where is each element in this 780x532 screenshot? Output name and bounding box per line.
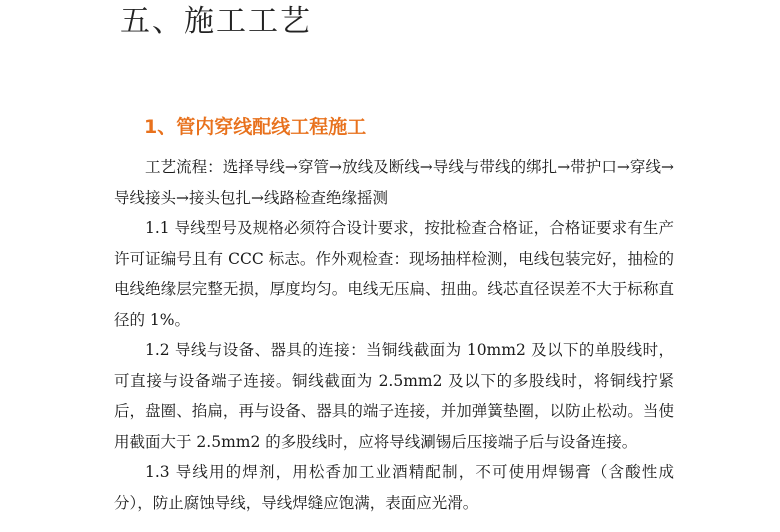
subsection-heading: 1、管内穿线配线工程施工 xyxy=(144,116,367,138)
section-heading: 五、施工工艺 xyxy=(120,4,312,39)
paragraph-1-3: 1.3 导线用的焊剂，用松香加工业酒精配制，不可使用焊锡膏（含酸性成分），防止腐蚀导线，导线焊缝应饱满，表面应光滑。 xyxy=(114,463,674,512)
paragraph-process-flow: 工艺流程：选择导线→穿管→放线及断线→导线与带线的绑扎→带护口→穿线→导线接头→接头包扎→线路检查绝缘摇测 xyxy=(114,158,674,207)
body-text xyxy=(114,152,674,518)
paragraph-1-1: 1.1 导线型号及规格必须符合设计要求，按批检查合格证，合格证要求有生产许可证编号且有 CCC 标志。作外观检查：现场抽样检测，电线包装完好，抽检的电线绝缘层完整无损，厚度均匀。电线无压扁、扭曲。线芯直径误差不大于标称直径的 1%。 xyxy=(114,219,674,329)
paragraph-1-2: 1.2 导线与设备、器具的连接：当铜线截面为 10mm2 及以下的单股线时，可直接与设备端子连接。铜线截面为 2.5mm2 及以下的多股线时，将铜线拧紧后，盘圈、掐扁，再与设备、器具的端子连接，并加弹簧垫圈，以防止松动。当使用截面大于 2.5mm2 的多股线时，应将导线涮锡后压接端子后与设备连接。 xyxy=(114,341,674,451)
